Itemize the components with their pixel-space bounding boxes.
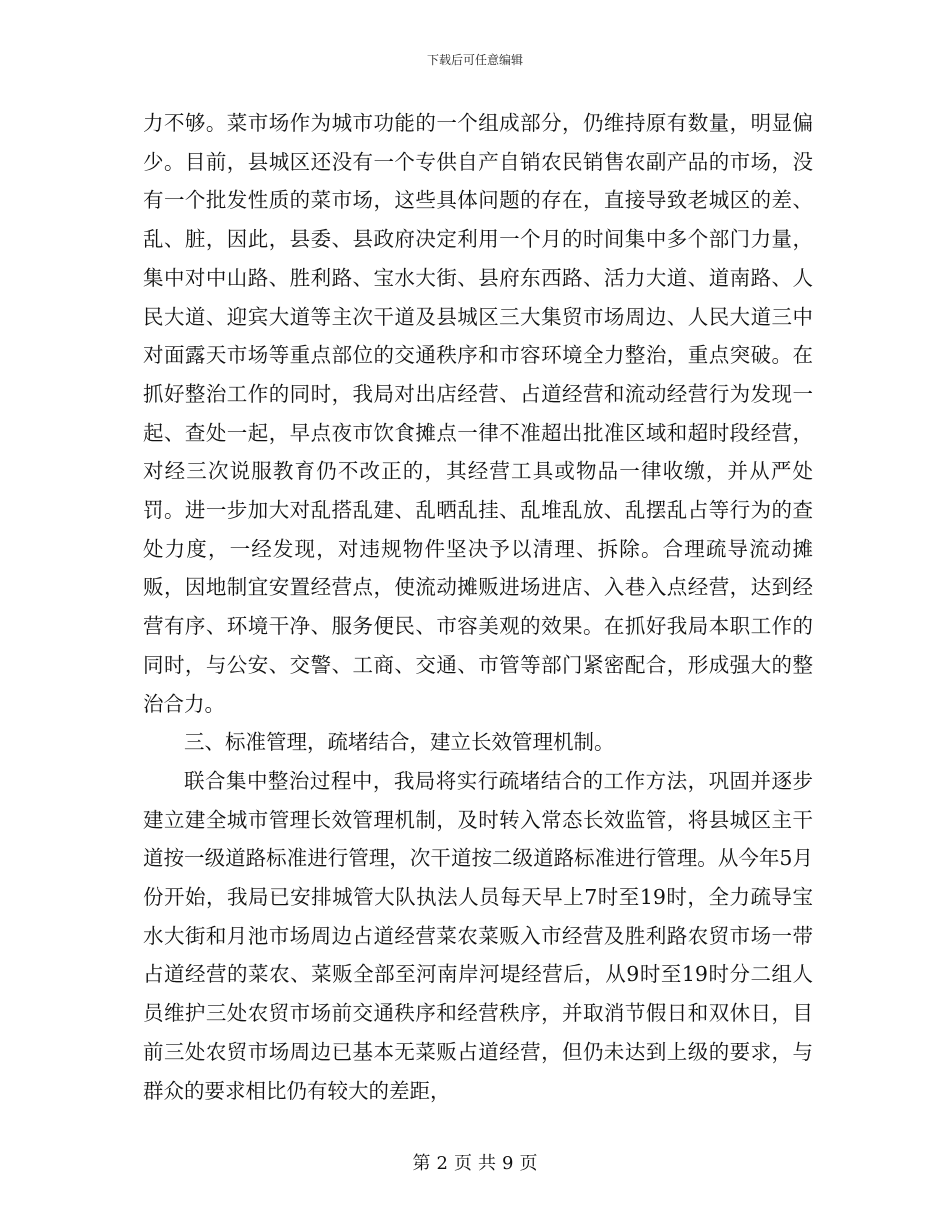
- page-footer: [0, 1153, 950, 1175]
- footer-page-unit: 页: [454, 1153, 472, 1174]
- footer-prefix: 第: [412, 1153, 431, 1174]
- section-heading: 三、标准管理，疏堵结合，建立长效管理机制。: [184, 730, 615, 755]
- current-page-number: 2: [436, 1153, 448, 1174]
- total-pages-number: 9: [502, 1153, 514, 1174]
- footer-total-word: 共: [478, 1153, 496, 1174]
- document-body: [143, 104, 813, 1110]
- header-note: 下载后可任意编辑: [426, 53, 523, 67]
- paragraph-continued: 力不够。菜市场作为城市功能的一个组成部分，仍维持原有数量，明显偏少。目前，县城区还没有一个专供自产自销农民销售农副产品的市场，没有一个批发性质的菜市场，这些具体问题的存在，直接导致老城区的差、乱、脏，因此，县委、县政府决定利用一个月的时间集中多个部门力量，集中对中山路、胜利路、宝水大街、县府东西路、活力大道、道南路、人民大道、迎宾大道等主次干道及县城区三大集贸市场周边、人民大道三中对面露天市场等重点部位的交通秩序和市容环境全力整治，重点突破。在抓好整治工作的同时，我局对出店经营、占道经营和流动经营行为发现一起、查处一起，早点夜市饮食摊点一律不准超出批准区域和超时段经营，对经三次说服教育仍不改正的，其经营工具或物品一律收缴，并从严处罚。进一步加大对乱搭乱建、乱晒乱挂、乱堆乱放、乱摆乱占等行为的查处力度，一经发现，对违规物件坚决予以清理、拆除。合理疏导流动摊贩，因地制宜安置经营点，使流动摊贩进场进店、入巷入点经营，达到经营有序、环境干净、服务便民、市容美观的效果。在抓好我局本职工作的同时，与公安、交警、工商、交通、市管等部门紧密配合，形成强大的整治合力。: [143, 111, 813, 716]
- footer-total-unit: 页: [519, 1153, 538, 1174]
- paragraph: 联合集中整治过程中，我局将实行疏堵结合的工作方法，巩固并逐步建立建全城市管理长效管理机制，及时转入常态长效监管，将县城区主干道按一级道路标准进行管理，次干道按二级道路标准进行管理。从今年5月份开始，我局已安排城管大队执法人员每天早上7时至19时，全力疏导宝水大街和月池市场周边占道经营菜农菜贩入市经营及胜利路农贸市场一带占道经营的菜农、菜贩全部至河南岸河堤经营后，从9时至19时分二组人员维护三处农贸市场前交通秩序和经营秩序，并取消节假日和双休日，目前三处农贸市场周边已基本无菜贩占道经营，但仍未达到上级的要求，与群众的要求相比仍有较大的差距，: [143, 768, 813, 1103]
